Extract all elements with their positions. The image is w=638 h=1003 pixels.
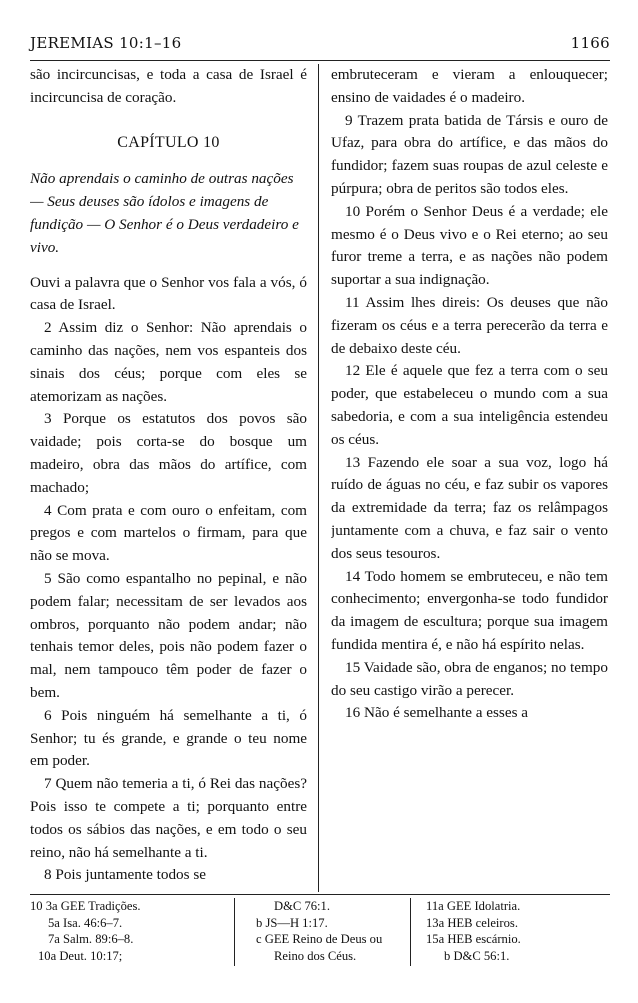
column-divider: [318, 64, 319, 892]
verse-13: 13 Fazendo ele soar a sua voz, logo há ruído de águas no céu, e faz subir os vapores da extremidade da terra; faz os relâmpagos juntamente com a chuva, e faz sair o vento dos seus tesouros.: [331, 453, 608, 562]
header-rule: [30, 60, 610, 61]
footnote-line: 10 3a GEE Tradições.: [30, 899, 141, 913]
footnote-line: D&C 76:1.: [274, 899, 330, 913]
verse-8-end: embruteceram e vieram a enlouquecer; ensino de vaidades é o madeiro.: [331, 66, 608, 106]
book-reference: JEREMIAS 10:1–16: [30, 34, 182, 52]
footnote-line: 15a HEB escárnio.: [426, 932, 521, 947]
verse-2: 2 Assim diz o Senhor: Não aprendais o caminho das nações, nem vos espanteis dos sinais dos céus; porque com eles se atemorizam as nações.: [30, 319, 307, 405]
footnote-rule: [30, 894, 610, 895]
footnote-line: 11a GEE Idolatria.: [426, 899, 521, 913]
footnote-line: 7a Salm. 89:6–8.: [48, 932, 134, 947]
footnotes-column-3: [418, 898, 598, 964]
footnote-line: Reino dos Céus.: [274, 948, 357, 963]
verse-11: 11 Assim lhes direis: Os deuses que não fizeram os céus e a terra perecerão da terra e de debaixo deste céu.: [331, 293, 608, 357]
footnote-line: b D&C 56:1.: [444, 948, 510, 963]
right-column: [331, 64, 608, 894]
page-number: 1166: [570, 34, 610, 52]
verse-12: 12 Ele é aquele que fez a terra com o seu poder, que estabeleceu o mundo com a sua sabedoria, e com a sua inteligência estendeu os céus.: [331, 362, 608, 448]
verse-3: 3 Porque os estatutos dos povos são vaidade; pois corta-se do bosque um madeiro, obra das mãos do artífice, com machado;: [30, 410, 307, 496]
verse-16-start: 16 Não é semelhante a esses a: [345, 704, 529, 722]
carryover-text: são incircuncisas, e toda a casa de Israel é incircuncisa de coração.: [30, 66, 307, 106]
verse-8-start: 8 Pois juntamente todos se: [44, 866, 206, 884]
verse-4: 4 Com prata e com ouro o enfeitam, com pregos e com martelos o firmam, para que não se mova.: [30, 501, 307, 565]
chapter-summary: Não aprendais o caminho de outras nações — Seus deuses são ídolos e imagens de fundição — O Senhor é o Deus verdadeiro e vivo.: [30, 170, 299, 256]
verse-7: 7 Quem não temeria a ti, ó Rei das nações? Pois isso te compete a ti; porquanto entre todos os sábios das nações, e em todo o seu reino, não há semelhante a ti.: [30, 775, 307, 861]
verse-6: 6 Pois ninguém há semelhante a ti, ó Senhor; tu és grande, e grande o teu nome em poder.: [30, 706, 307, 770]
footnote-divider: [410, 898, 411, 966]
left-column: [30, 64, 307, 894]
footnote-line: b JS—H 1:17.: [256, 915, 328, 930]
footnotes-column-1: [30, 898, 230, 964]
verse-9: 9 Trazem prata batida de Társis e ouro de Ufaz, para obra do artífice, e das mãos do fundidor; fazem suas roupas de azul celeste e púrpura; obra de peritos são todos eles.: [331, 111, 608, 197]
footnote-divider: [234, 898, 235, 966]
footnote-line: c GEE Reino de Deus ou: [256, 932, 383, 947]
verse-5: 5 São como espantalho no pepinal, e não podem falar; necessitam de ser levados aos ombros, porquanto não podem andar; não tenhais temor deles, pois não podem fazer o mal, nem tampouco têm poder de fazer o bem.: [30, 569, 307, 701]
verse-10: 10 Porém o Senhor Deus é a verdade; ele mesmo é o Deus vivo e o Rei eterno; ao seu furor treme a terra, e as nações não podem suportar a sua indignação.: [331, 202, 608, 289]
chapter-heading: CAPÍTULO 10: [117, 133, 220, 151]
verse-15: 15 Vaidade são, obra de enganos; no tempo do seu castigo virão a perecer.: [331, 658, 608, 699]
footnote-line: 5a Isa. 46:6–7.: [48, 915, 123, 930]
verse-1: Ouvi a palavra que o Senhor vos fala a vós, ó casa de Israel.: [30, 273, 307, 314]
footnote-line: 13a HEB celeiros.: [426, 915, 518, 930]
footnote-line: 10a Deut. 10:17;: [38, 948, 123, 963]
page-header: [30, 34, 610, 60]
footnotes-column-2: [248, 898, 408, 964]
verse-14: 14 Todo homem se embruteceu, e não tem conhecimento; envergonha-se todo fundidor da imagem de escultura; porque sua imagem fundida mentira é, e não há espírito nelas.: [331, 567, 608, 653]
